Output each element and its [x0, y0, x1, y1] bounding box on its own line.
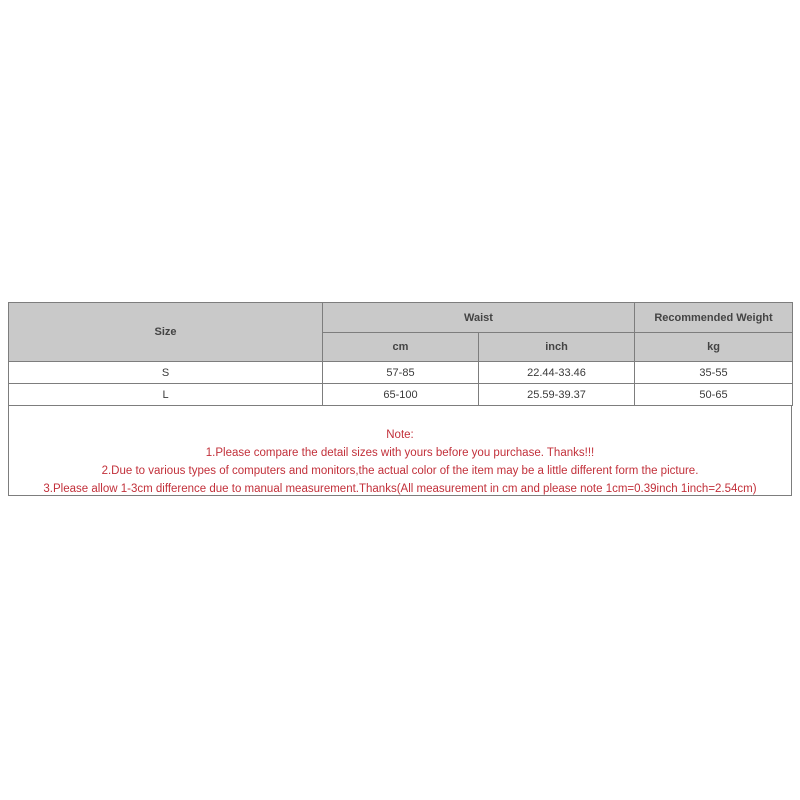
cm-cell: 57-85 — [323, 362, 479, 384]
size-cell: S — [9, 362, 323, 384]
waist-header: Waist — [323, 303, 635, 333]
inch-header: inch — [479, 333, 635, 362]
kg-cell: 50-65 — [635, 384, 793, 406]
size-header: Size — [9, 303, 323, 362]
size-cell: L — [9, 384, 323, 406]
header-row — [9, 303, 793, 333]
recommended-weight-header: Recommended Weight — [635, 303, 793, 333]
note-line-1: 1.Please compare the detail sizes with yours before you purchase. Thanks!!! — [205, 447, 595, 459]
note-line-3: 3.Please allow 1-3cm difference due to manual measurement.Thanks(All measurement in cm and please note 1cm=0.39inch 1inch=2.54cm) — [43, 483, 757, 495]
kg-header: kg — [635, 333, 793, 362]
kg-cell: 35-55 — [635, 362, 793, 384]
inch-cell: 25.59-39.37 — [479, 384, 635, 406]
inch-cell: 22.44-33.46 — [479, 362, 635, 384]
cm-header: cm — [323, 333, 479, 362]
notes-section — [8, 406, 792, 496]
note-line-2: 2.Due to various types of computers and monitors,the actual color of the item may be a little different form the picture. — [101, 465, 699, 477]
table-row — [9, 362, 793, 384]
note-title: Note: — [386, 429, 414, 441]
cm-cell: 65-100 — [323, 384, 479, 406]
table-row — [9, 384, 793, 406]
size-chart-table — [8, 302, 793, 406]
